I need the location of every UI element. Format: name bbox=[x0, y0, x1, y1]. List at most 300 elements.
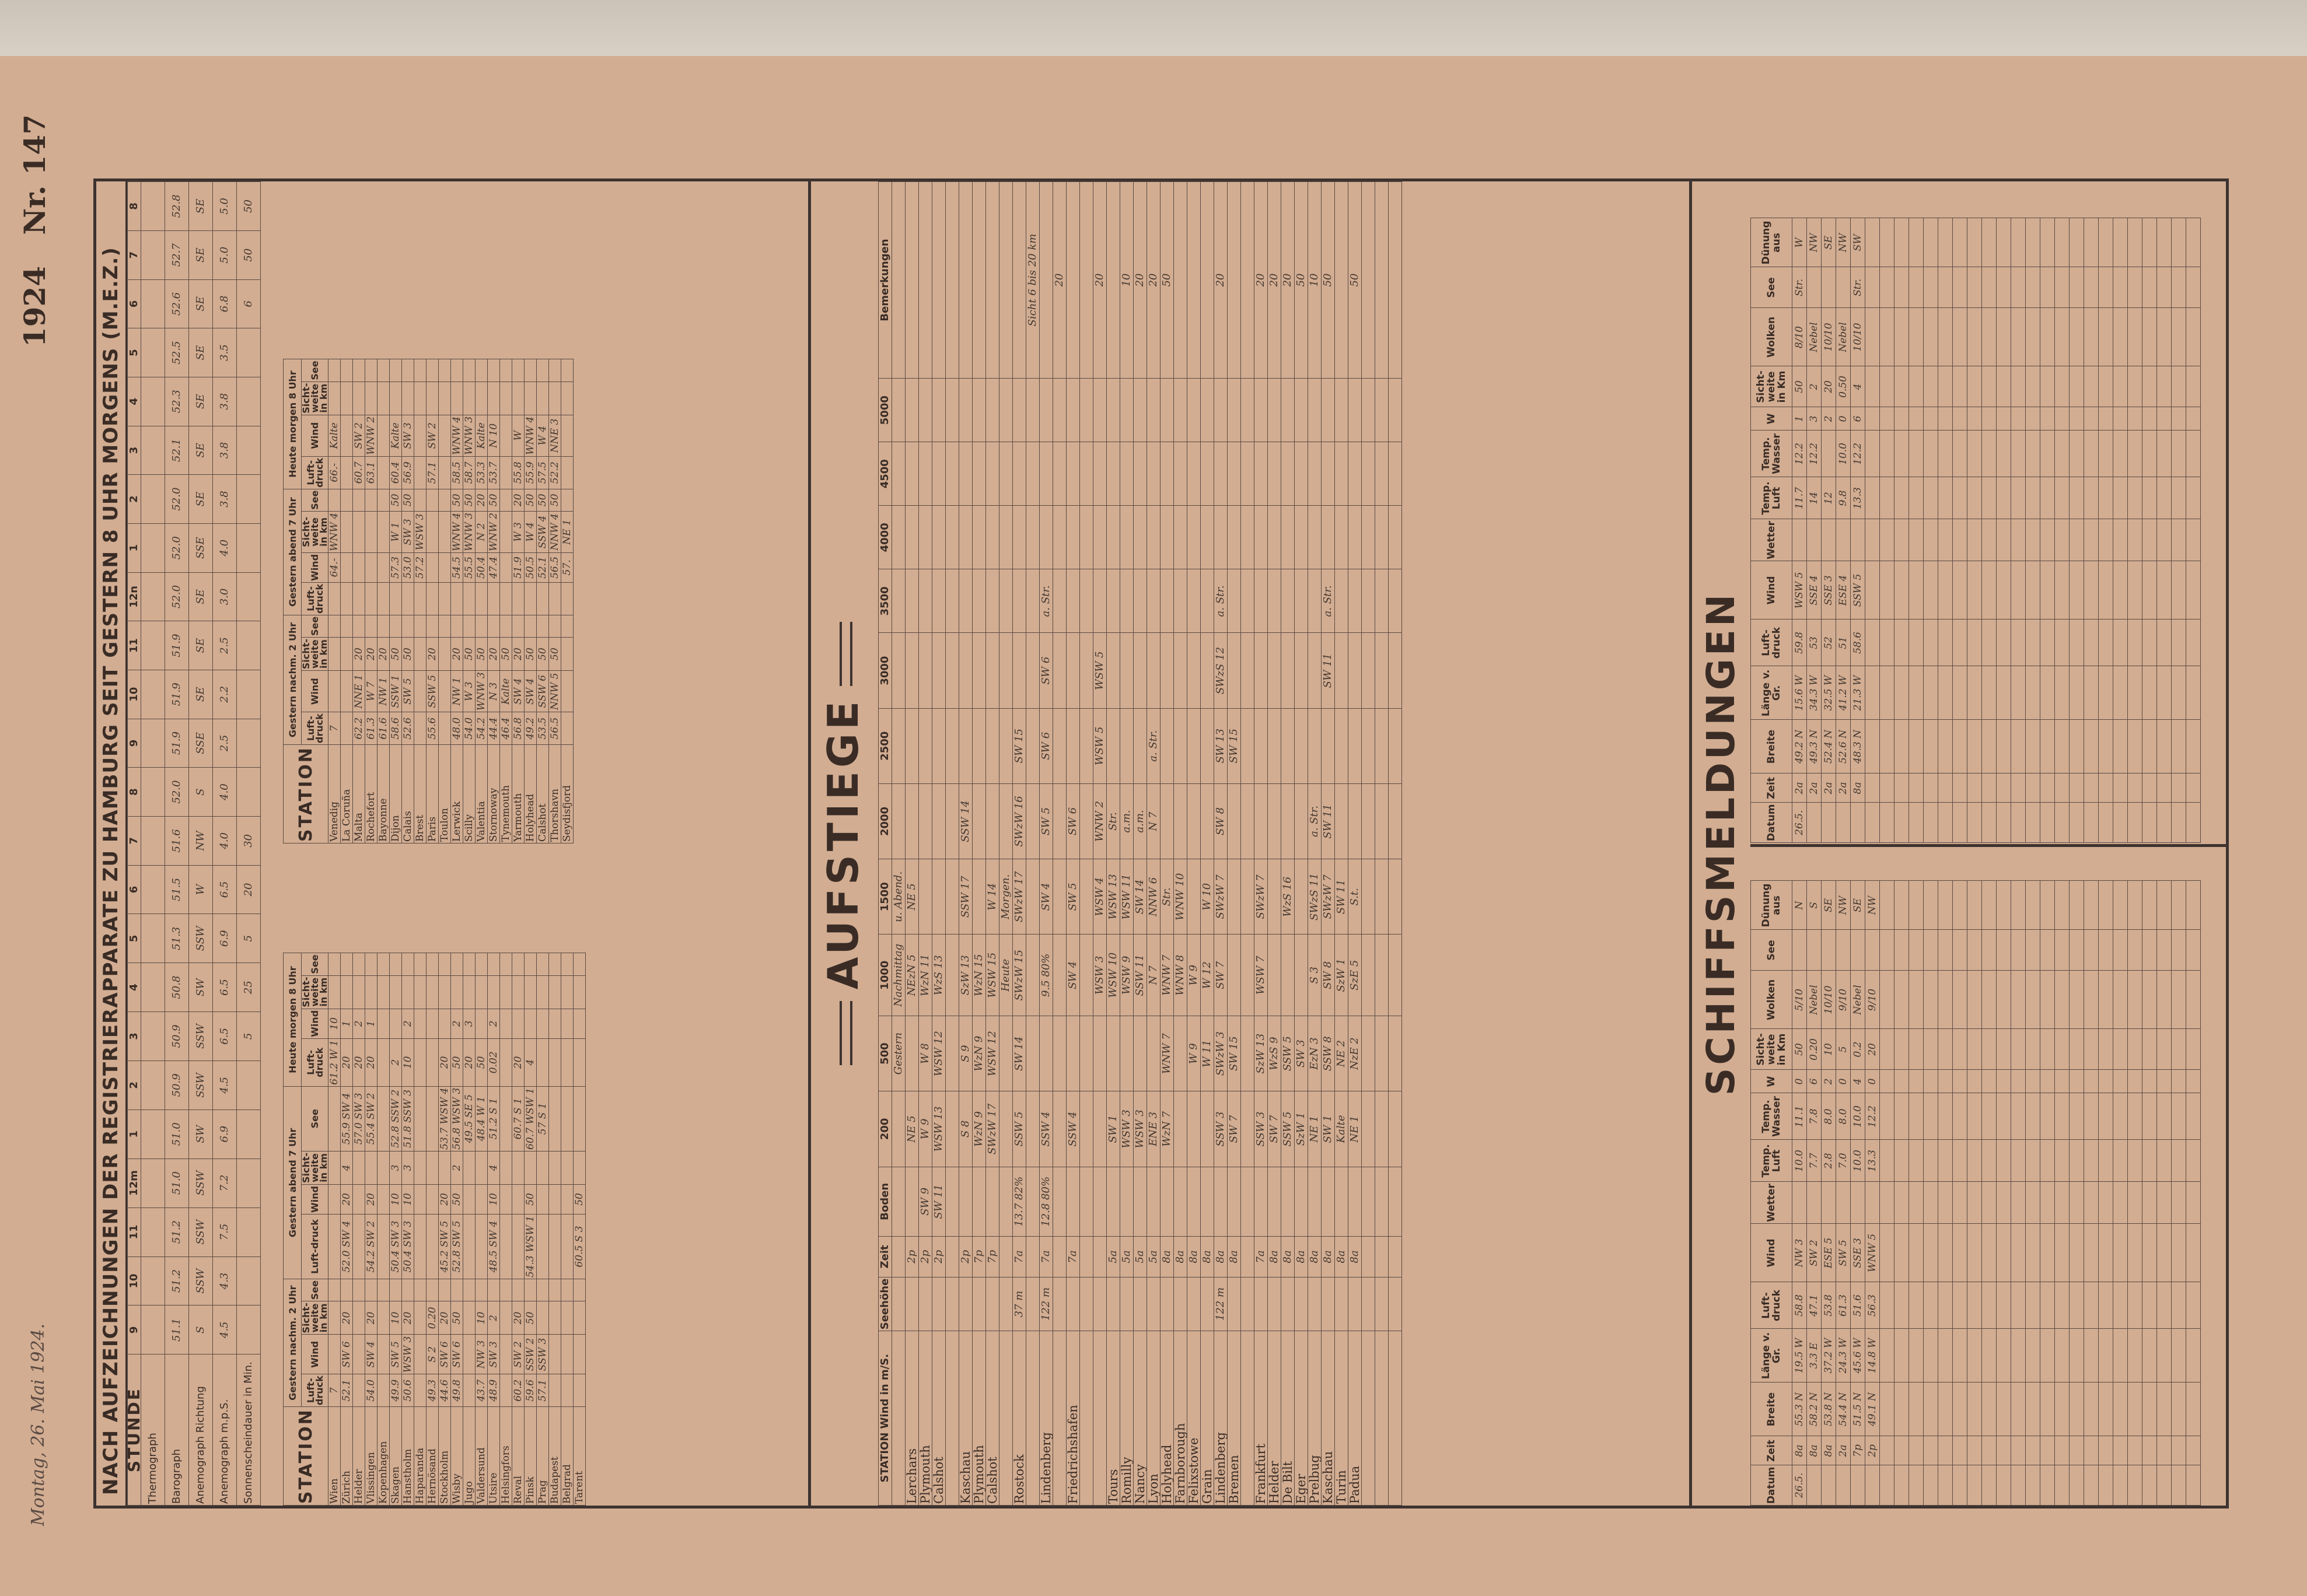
empty-cell bbox=[2128, 561, 2142, 620]
aufstiege-value bbox=[946, 1277, 959, 1331]
aufstiege-value: WSW 7 bbox=[1254, 935, 1268, 1016]
empty-cell bbox=[1880, 519, 1894, 561]
aufstiege-value bbox=[1214, 379, 1228, 442]
empty-cell bbox=[1982, 620, 1997, 666]
date-line: Montag, 26. Mai 1924. bbox=[28, 1323, 48, 1526]
empty-cell bbox=[2084, 1465, 2099, 1506]
aufstiege-title-text: AUFSTIEGE bbox=[819, 697, 868, 990]
station-value: 54.2 bbox=[476, 712, 488, 745]
empty-cell bbox=[1894, 774, 1909, 803]
aufstiege-value: 2p bbox=[959, 1237, 973, 1278]
aufstiege-station: Grain bbox=[1201, 1331, 1214, 1506]
empty-cell bbox=[2084, 1182, 2099, 1224]
empty-cell bbox=[1375, 182, 1389, 379]
empty-cell bbox=[2157, 1182, 2172, 1224]
empty-cell bbox=[1938, 366, 1953, 407]
station-value: 60.7 bbox=[353, 456, 365, 489]
empty-cell bbox=[1953, 930, 1967, 971]
empty-cell bbox=[2040, 218, 2055, 267]
aufstiege-value bbox=[946, 569, 959, 633]
empty-cell bbox=[1924, 430, 1938, 477]
station-value bbox=[549, 382, 561, 415]
station-name: Pinsk bbox=[525, 1407, 537, 1506]
aufstiege-value bbox=[1348, 506, 1362, 569]
schiff-value: 10.0 bbox=[1836, 430, 1851, 477]
station-value bbox=[537, 1301, 549, 1335]
station-col-header: STATION bbox=[284, 1407, 328, 1506]
schiff-value: 58.6 bbox=[1851, 620, 1865, 666]
empty-cell bbox=[2157, 267, 2172, 308]
empty-cell bbox=[1938, 1140, 1953, 1182]
empty-cell bbox=[1953, 1282, 1967, 1329]
station-value: 43.7 bbox=[476, 1374, 488, 1407]
empty-cell bbox=[1865, 267, 1880, 308]
aufstiege-value bbox=[946, 1016, 959, 1091]
empty-cell bbox=[2011, 1070, 2026, 1093]
station-value bbox=[365, 382, 377, 415]
hourly-value: 4.3 bbox=[213, 1256, 237, 1306]
aufstiege-value bbox=[1335, 506, 1348, 569]
station-value bbox=[353, 382, 365, 415]
empty-cell bbox=[2055, 1140, 2070, 1182]
empty-cell bbox=[2186, 1093, 2201, 1140]
empty-cell bbox=[1865, 218, 1880, 267]
station-name: Bayonne bbox=[377, 745, 390, 844]
station-value bbox=[328, 1279, 341, 1301]
schiff-value bbox=[1822, 1182, 1836, 1224]
hourly-value bbox=[141, 377, 165, 426]
hourly-value bbox=[237, 719, 261, 768]
schiff-row bbox=[1836, 218, 1851, 843]
empty-cell bbox=[1375, 708, 1389, 783]
aufstiege-value: SW 15 bbox=[1228, 1016, 1241, 1091]
sub-header-sicht: Sicht-weite in km bbox=[302, 511, 328, 552]
empty-cell bbox=[2026, 881, 2040, 930]
empty-cell bbox=[2070, 267, 2084, 308]
hour-cell: 10 bbox=[128, 1256, 141, 1306]
aufstiege-value: WzN 11 bbox=[919, 935, 932, 1016]
empty-cell bbox=[1953, 430, 1967, 477]
aufstiege-remark bbox=[1174, 182, 1187, 379]
empty-cell bbox=[2026, 1465, 2040, 1506]
station-value bbox=[488, 615, 500, 637]
aufstiege-value bbox=[1228, 783, 1241, 859]
aufstiege-row bbox=[959, 182, 973, 1506]
aufstiege-col-header: Seehöhe bbox=[879, 1277, 892, 1331]
station-value bbox=[328, 359, 341, 382]
station-name: Tarent bbox=[574, 1407, 586, 1506]
issue-number: Nr. 147 bbox=[18, 114, 52, 235]
aufstiege-value bbox=[959, 1167, 973, 1237]
schiff-value: 50 bbox=[1792, 1029, 1807, 1070]
station-name: Wisby bbox=[451, 1407, 463, 1506]
empty-cell bbox=[2099, 519, 2113, 561]
station-row bbox=[549, 953, 561, 1506]
hourly-value bbox=[237, 621, 261, 670]
hourly-value bbox=[237, 572, 261, 621]
empty-cell bbox=[1967, 407, 1982, 430]
aufstiege-row bbox=[1214, 182, 1228, 1506]
aufstiege-value bbox=[1201, 633, 1214, 708]
empty-cell bbox=[2186, 407, 2201, 430]
station-value bbox=[476, 953, 488, 975]
empty-cell bbox=[1967, 1140, 1982, 1182]
hourly-value: 5.0 bbox=[213, 182, 237, 231]
empty-cell bbox=[1967, 971, 1982, 1029]
empty-cell bbox=[2172, 477, 2186, 519]
empty-cell bbox=[2099, 1093, 2113, 1140]
aufstiege-station: Kaschau bbox=[1322, 1331, 1335, 1506]
empty-cell bbox=[2142, 1329, 2157, 1382]
empty-cell bbox=[1909, 407, 1924, 430]
empty-cell bbox=[1982, 803, 1997, 843]
station-value bbox=[525, 615, 537, 637]
aufstiege-value bbox=[973, 569, 986, 633]
schiff-value: 52.6 N bbox=[1836, 720, 1851, 774]
aufstiege-value bbox=[1053, 379, 1067, 442]
aufstiege-value bbox=[1241, 1167, 1254, 1237]
hourly-value: SE bbox=[189, 230, 213, 279]
empty-cell bbox=[2055, 1093, 2070, 1140]
station-value bbox=[414, 456, 427, 489]
hourly-value: 52.6 bbox=[165, 279, 189, 328]
empty-cell bbox=[1880, 1093, 1894, 1140]
hourly-value bbox=[141, 719, 165, 768]
empty-cell bbox=[2142, 1224, 2157, 1282]
aufstiege-remark bbox=[1080, 182, 1093, 379]
aufstiege-col-header: 5000 bbox=[879, 379, 892, 442]
empty-cell bbox=[1909, 1093, 1924, 1140]
station-value bbox=[561, 1214, 574, 1279]
station-value: 50 bbox=[476, 638, 488, 671]
station-value: 2 bbox=[390, 1038, 402, 1086]
registration-header: NACH AUFZEICHNUNGEN DER REGISTRIERAPPARATE ZU HAMBURG SEIT GESTERN 8 UHR MORGENS (M.E.Z.) bbox=[96, 181, 127, 1506]
empty-cell bbox=[2142, 1070, 2157, 1093]
aufstiege-value: Gestern bbox=[892, 1016, 906, 1091]
aufstiege-value bbox=[999, 1277, 1013, 1331]
aufstiege-value bbox=[1187, 1167, 1201, 1237]
station-value: 20 bbox=[512, 1301, 525, 1335]
aufstiege-station: Calshot bbox=[986, 1331, 999, 1506]
station-value: 20 bbox=[439, 1301, 451, 1335]
station-row bbox=[353, 953, 365, 1506]
empty-cell bbox=[1880, 407, 1894, 430]
schiff-value bbox=[1822, 267, 1836, 308]
empty-cell bbox=[2026, 1329, 2040, 1382]
station-name: Kopenhagen bbox=[377, 1407, 390, 1506]
empty-cell bbox=[1938, 561, 1953, 620]
aufstiege-value bbox=[932, 442, 946, 506]
aufstiege-remark: 50 bbox=[1161, 182, 1174, 379]
empty-cell bbox=[2172, 881, 2186, 930]
empty-cell bbox=[1880, 477, 1894, 519]
station-value: 59.6 bbox=[525, 1374, 537, 1407]
aufstiege-value bbox=[1322, 442, 1335, 506]
schiff-value: 2 bbox=[1807, 366, 1822, 407]
schiff-empty-row bbox=[1953, 881, 1967, 1506]
aufstiege-col-header: 4500 bbox=[879, 442, 892, 506]
empty-cell bbox=[1909, 561, 1924, 620]
empty-cell bbox=[2172, 803, 2186, 843]
hourly-row bbox=[237, 182, 261, 1506]
station-value bbox=[463, 1151, 476, 1184]
station-value bbox=[561, 582, 574, 615]
station-value: 60.2 bbox=[512, 1374, 525, 1407]
station-value bbox=[512, 359, 525, 382]
aufstiege-station bbox=[1241, 1331, 1254, 1506]
empty-cell bbox=[2157, 1029, 2172, 1070]
aufstiege-value bbox=[1107, 1277, 1120, 1331]
aufstiege-value bbox=[999, 1016, 1013, 1091]
schiff-value bbox=[1807, 930, 1822, 971]
empty-cell bbox=[1967, 519, 1982, 561]
schiff-empty-row bbox=[2157, 881, 2172, 1506]
aufstiege-value: W 10 bbox=[1201, 859, 1214, 935]
station-value: 51.2 S 1 bbox=[488, 1086, 500, 1151]
station-value: SW 5 bbox=[390, 1335, 402, 1374]
station-value bbox=[537, 1009, 549, 1038]
aufstiege-value bbox=[1322, 1277, 1335, 1331]
empty-cell bbox=[1362, 379, 1375, 442]
aufstiege-value bbox=[1308, 379, 1322, 442]
empty-cell bbox=[2011, 620, 2026, 666]
empty-cell bbox=[2040, 620, 2055, 666]
hourly-value: 51.0 bbox=[165, 1158, 189, 1208]
aufstiege-value: 7a bbox=[1013, 1237, 1026, 1278]
station-value bbox=[561, 1374, 574, 1407]
aufstiege-value bbox=[1093, 442, 1107, 506]
empty-cell bbox=[2113, 930, 2128, 971]
station-value bbox=[439, 975, 451, 1009]
schiff-value: 41.2 W bbox=[1836, 666, 1851, 720]
aufstiege-remark bbox=[946, 182, 959, 379]
schiff-empty-row bbox=[1967, 218, 1982, 843]
schiff-value: 47.1 bbox=[1807, 1282, 1822, 1329]
aufstiege-value bbox=[1228, 859, 1241, 935]
station-value: 54.2 SW 2 bbox=[365, 1214, 377, 1279]
empty-cell bbox=[2055, 267, 2070, 308]
aufstiege-remark: 10 bbox=[1120, 182, 1134, 379]
station-value bbox=[574, 1374, 586, 1407]
aufstiege-header-row bbox=[879, 182, 892, 1506]
station-name: Stornoway bbox=[488, 745, 500, 844]
station-value bbox=[500, 489, 512, 511]
station-value bbox=[512, 582, 525, 615]
station-value bbox=[365, 1151, 377, 1184]
empty-cell bbox=[1924, 1093, 1938, 1140]
sub-header-wind: Wind bbox=[302, 1009, 328, 1038]
station-name: Brest bbox=[414, 745, 427, 844]
empty-cell bbox=[1880, 267, 1894, 308]
empty-cell bbox=[2142, 666, 2157, 720]
aufstiege-value bbox=[1187, 708, 1201, 783]
aufstiege-value bbox=[973, 1277, 986, 1331]
aufstiege-value: SW 4 bbox=[1067, 935, 1080, 1016]
station-value bbox=[427, 552, 439, 582]
aufstiege-value bbox=[906, 1167, 919, 1237]
empty-cell bbox=[1362, 569, 1375, 633]
schiff-value: 58.8 bbox=[1792, 1282, 1807, 1329]
empty-cell bbox=[2040, 561, 2055, 620]
aufstiege-value bbox=[1080, 506, 1093, 569]
empty-cell bbox=[2128, 1436, 2142, 1465]
station-value bbox=[561, 1301, 574, 1335]
empty-cell bbox=[1967, 1329, 1982, 1382]
empty-cell bbox=[2157, 218, 2172, 267]
station-value bbox=[488, 953, 500, 975]
schiffsmeldungen-section bbox=[1692, 181, 2226, 1506]
hour-cell: 2 bbox=[128, 475, 141, 524]
empty-cell bbox=[1362, 783, 1375, 859]
empty-cell bbox=[1953, 308, 1967, 366]
aufstiege-value bbox=[1335, 1167, 1348, 1237]
station-value bbox=[353, 582, 365, 615]
empty-cell bbox=[1375, 1237, 1389, 1278]
empty-cell bbox=[2172, 1436, 2186, 1465]
station-value bbox=[414, 712, 427, 745]
empty-cell bbox=[1909, 1140, 1924, 1182]
aufstiege-station: Frankfurt bbox=[1254, 1331, 1268, 1506]
aufstiege-value: 8a bbox=[1228, 1237, 1241, 1278]
station-value bbox=[451, 359, 463, 382]
hourly-value bbox=[237, 1306, 261, 1354]
station-value bbox=[574, 1086, 586, 1151]
station-value: 50 bbox=[488, 489, 500, 511]
station-value bbox=[476, 382, 488, 415]
station-value: WSW 3 bbox=[402, 1335, 414, 1374]
aufstiege-value bbox=[919, 379, 932, 442]
empty-cell bbox=[1953, 407, 1967, 430]
station-row bbox=[574, 953, 586, 1506]
aufstiege-value bbox=[1348, 708, 1362, 783]
station-value bbox=[377, 382, 390, 415]
schiff-value bbox=[1822, 519, 1836, 561]
station-value: W bbox=[512, 415, 525, 456]
empty-cell bbox=[1953, 881, 1967, 930]
aufstiege-row bbox=[1295, 182, 1308, 1506]
station-value bbox=[402, 615, 414, 637]
empty-cell bbox=[1997, 774, 2011, 803]
aufstiege-value bbox=[1040, 1016, 1053, 1091]
empty-cell bbox=[2128, 1329, 2142, 1382]
empty-cell bbox=[1375, 859, 1389, 935]
schiff-empty-row bbox=[1982, 881, 1997, 1506]
station-value bbox=[427, 1009, 439, 1038]
aufstiege-station: Nancy bbox=[1134, 1331, 1147, 1506]
empty-cell bbox=[2070, 519, 2084, 561]
station-value bbox=[353, 489, 365, 511]
station-value: 20 bbox=[512, 638, 525, 671]
station-value bbox=[414, 1301, 427, 1335]
station-value bbox=[377, 1335, 390, 1374]
station-value bbox=[390, 975, 402, 1009]
aufstiege-col-header: STATION Wind in m/S. bbox=[879, 1331, 892, 1506]
empty-cell bbox=[2113, 267, 2128, 308]
station-value bbox=[512, 1184, 525, 1214]
station-header-row-1 bbox=[284, 953, 302, 1506]
aufstiege-value bbox=[1080, 1016, 1093, 1091]
station-value bbox=[525, 359, 537, 382]
empty-cell bbox=[2070, 407, 2084, 430]
empty-cell bbox=[1362, 935, 1375, 1016]
aufstiege-row bbox=[892, 182, 906, 1506]
station-value: W 3 bbox=[463, 671, 476, 712]
empty-cell bbox=[1865, 666, 1880, 720]
empty-cell bbox=[2186, 1029, 2201, 1070]
empty-cell bbox=[1389, 1091, 1402, 1167]
station-value bbox=[525, 953, 537, 975]
hourly-value: SSW bbox=[189, 1208, 213, 1256]
aufstiege-value bbox=[1241, 708, 1254, 783]
aufstiege-col-header: 1500 bbox=[879, 859, 892, 935]
hourly-value: 52.0 bbox=[165, 572, 189, 621]
empty-cell bbox=[2026, 803, 2040, 843]
station-value bbox=[414, 1086, 427, 1151]
station-value bbox=[500, 1374, 512, 1407]
aufstiege-value: 2p bbox=[932, 1237, 946, 1278]
aufstiege-value bbox=[973, 1167, 986, 1237]
aufstiege-value: 2p bbox=[906, 1237, 919, 1278]
empty-cell bbox=[2070, 430, 2084, 477]
hourly-value: 50 bbox=[237, 182, 261, 231]
schiff-value bbox=[1865, 930, 1880, 971]
aufstiege-value: 8a bbox=[1281, 1237, 1295, 1278]
empty-cell bbox=[1880, 774, 1894, 803]
aufstiege-station: Calshot bbox=[932, 1331, 946, 1506]
empty-cell bbox=[1362, 859, 1375, 935]
empty-cell bbox=[2055, 666, 2070, 720]
aufstiege-value bbox=[1013, 569, 1026, 633]
station-value: 66.- bbox=[328, 456, 341, 489]
empty-cell bbox=[1362, 442, 1375, 506]
aufstiege-value bbox=[1348, 379, 1362, 442]
hour-cell: 6 bbox=[128, 865, 141, 914]
aufstiege-value: 5a bbox=[1107, 1237, 1120, 1278]
station-value: 48.5 SW 4 bbox=[488, 1214, 500, 1279]
aufstiege-station: Plymouth bbox=[973, 1331, 986, 1506]
aufstiege-row bbox=[1053, 182, 1067, 1506]
aufstiege-value: SW 14 bbox=[1013, 1016, 1026, 1091]
empty-cell bbox=[1982, 930, 1997, 971]
empty-cell bbox=[1389, 506, 1402, 569]
aufstiege-value: WSW 5 bbox=[1093, 708, 1107, 783]
station-row bbox=[390, 953, 402, 1506]
empty-cell bbox=[1894, 930, 1909, 971]
empty-cell bbox=[1924, 267, 1938, 308]
empty-cell bbox=[1362, 1237, 1375, 1278]
empty-cell bbox=[2055, 620, 2070, 666]
schiff-value: 34.3 W bbox=[1807, 666, 1822, 720]
aufstiege-value bbox=[946, 506, 959, 569]
station-value: 60.7 WSW 1 bbox=[525, 1086, 537, 1151]
aufstiege-remark bbox=[1040, 182, 1053, 379]
schiff-value: 0.50 bbox=[1836, 366, 1851, 407]
aufstiege-value bbox=[1067, 379, 1080, 442]
station-value bbox=[549, 1038, 561, 1086]
station-value: S 2 bbox=[427, 1335, 439, 1374]
schiff-col-header: Luft-druck bbox=[1751, 1282, 1792, 1329]
aufstiege-station bbox=[1053, 1331, 1067, 1506]
empty-cell bbox=[2026, 620, 2040, 666]
aufstiege-station: Farnborough bbox=[1174, 1331, 1187, 1506]
empty-cell bbox=[2070, 666, 2084, 720]
empty-cell bbox=[2040, 930, 2055, 971]
station-name: Hernösand bbox=[427, 1407, 439, 1506]
hourly-value: SE bbox=[189, 670, 213, 719]
station-value: SSW 6 bbox=[537, 671, 549, 712]
aufstiege-value bbox=[1201, 1277, 1214, 1331]
station-name: Prag bbox=[537, 1407, 549, 1506]
